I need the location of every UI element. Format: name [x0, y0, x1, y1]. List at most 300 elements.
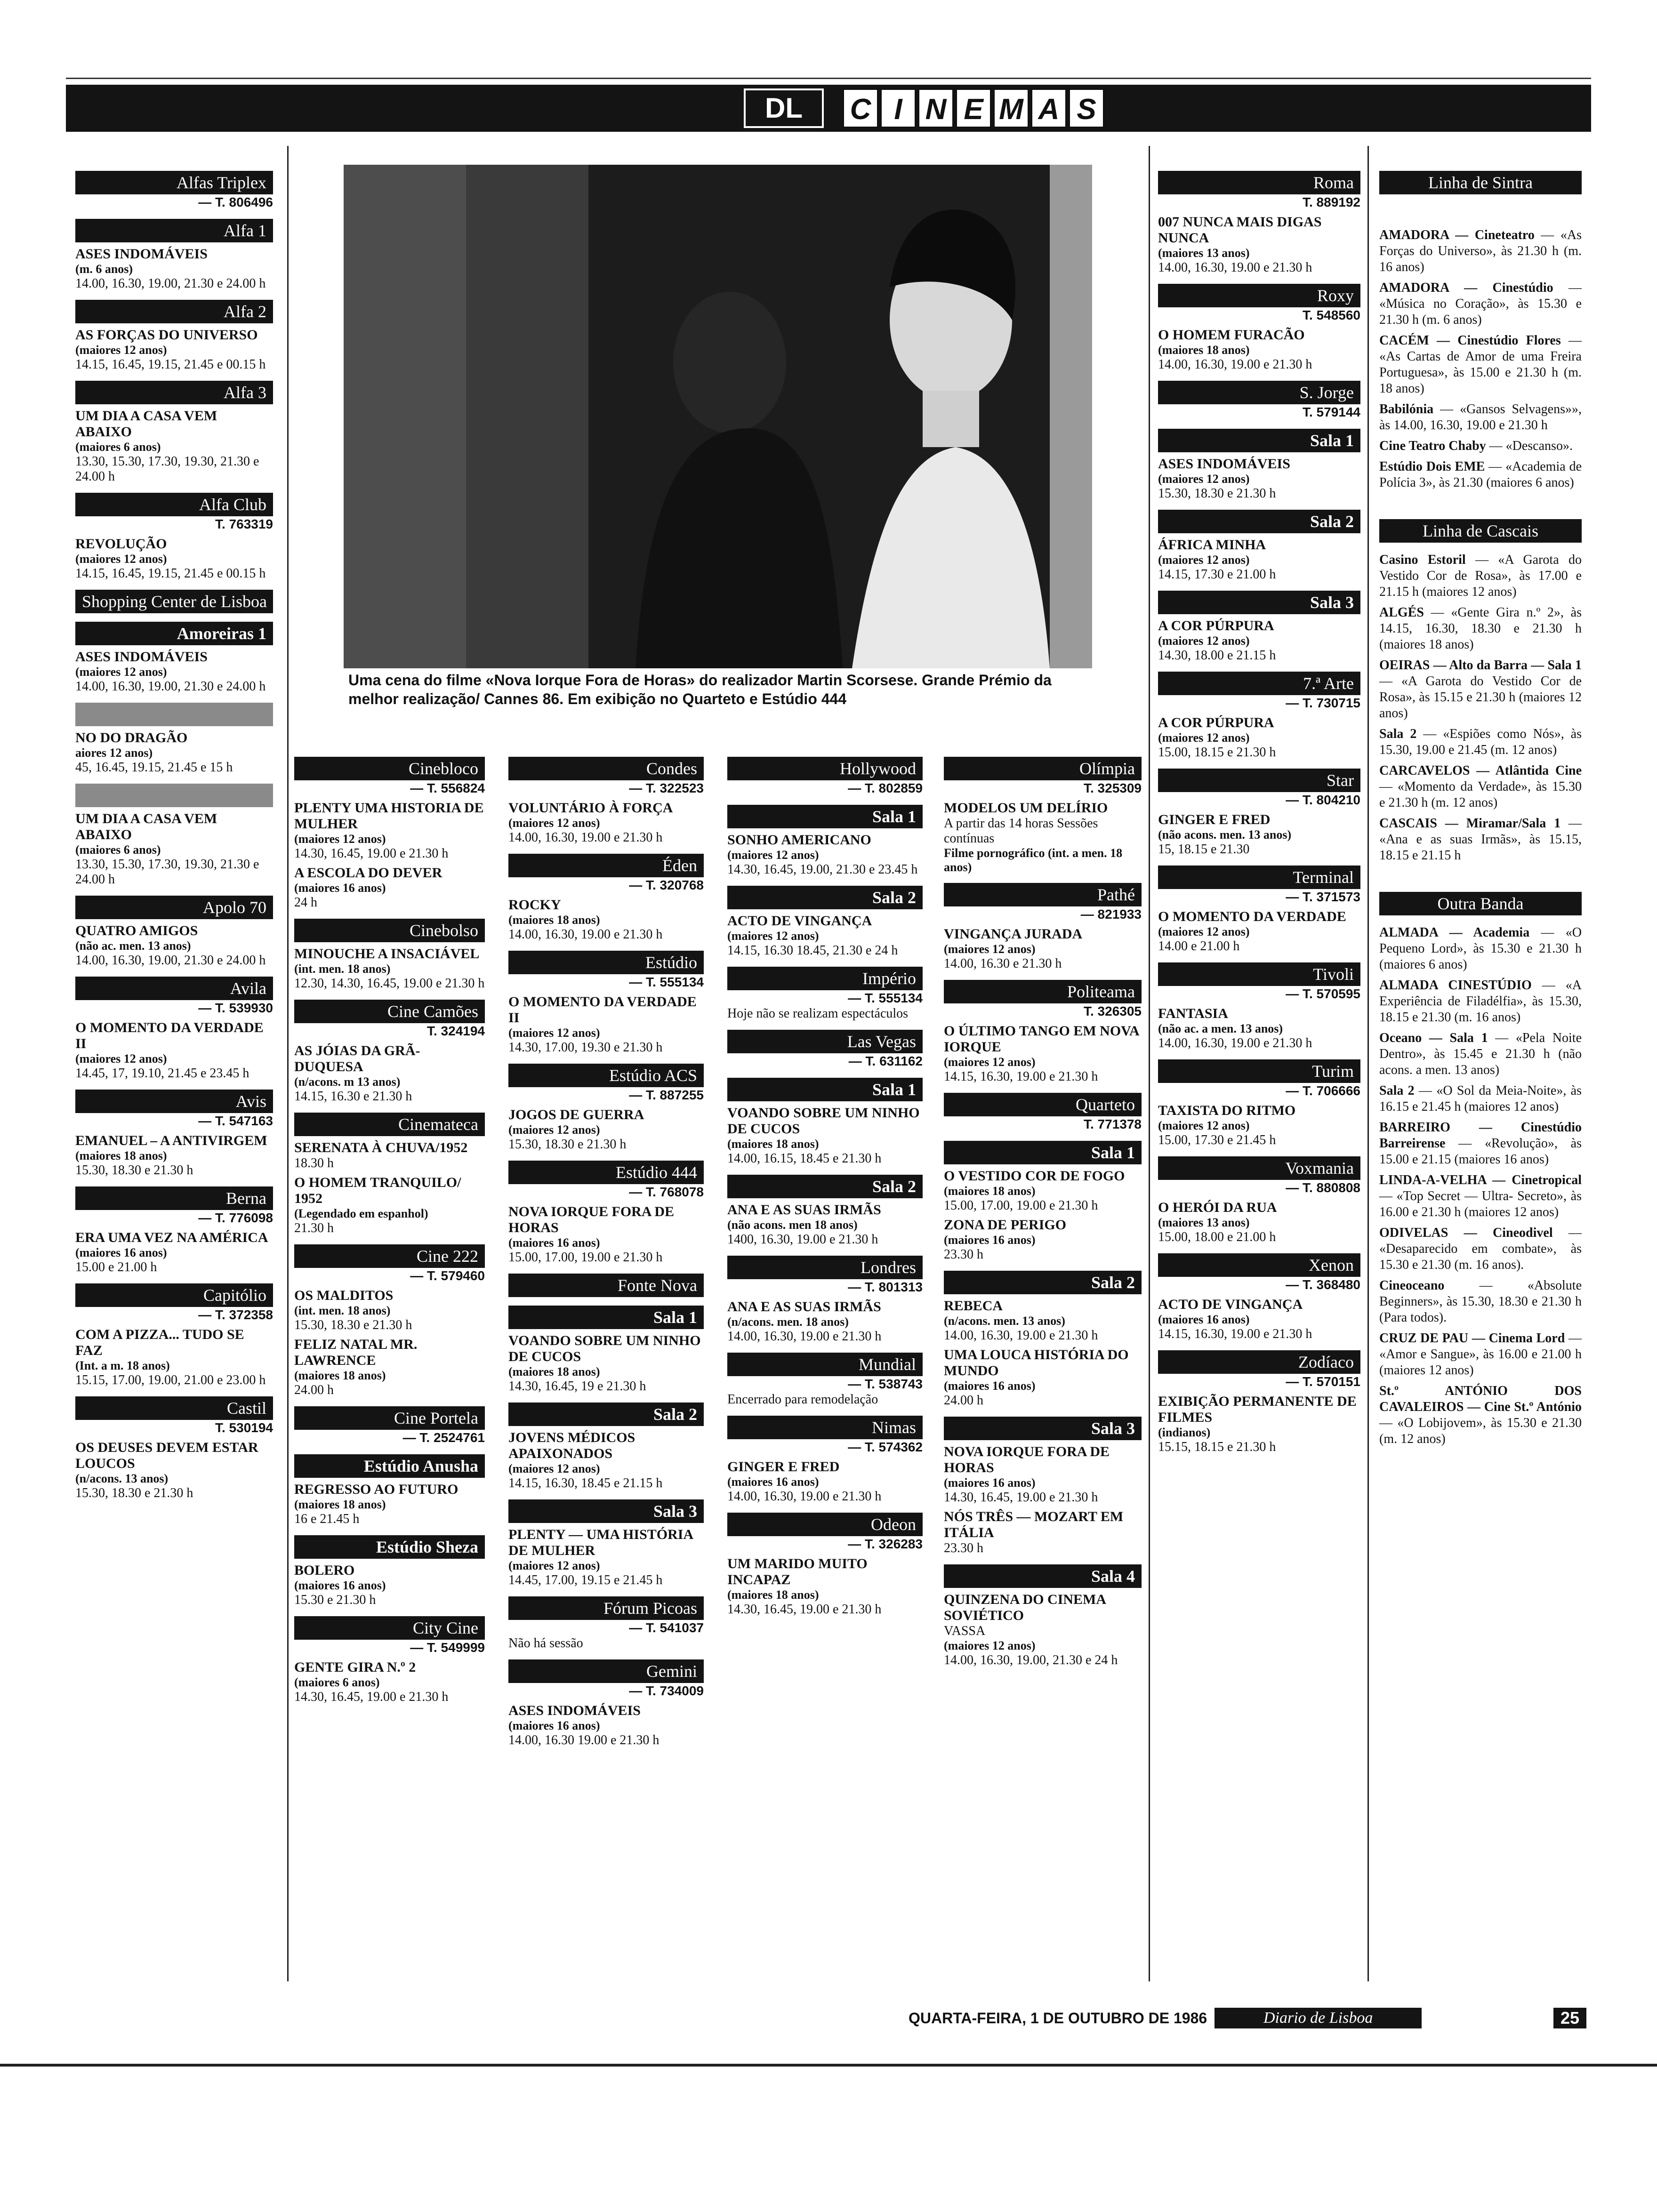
age-rating: (Int. a m. 18 anos) [75, 1359, 170, 1372]
showtimes: 13.30, 15.30, 17.30, 19.30, 21.30 e 24.00 h [75, 857, 259, 887]
title-letter: C [843, 88, 878, 128]
cinema-header: Tivoli [1158, 962, 1360, 986]
age-rating: (maiores 18 anos) [727, 1137, 819, 1151]
showtimes: 14.00, 16.30, 19.00 e 21.30 h [508, 927, 663, 942]
age-rating: (maiores 18 anos) [75, 1149, 167, 1162]
listing-entry [294, 1113, 485, 1171]
venue-programme: — «A Garota do Vestido Cor de Rosa», às 15.15 e 21.30 h (maiores 12 anos) [1379, 674, 1582, 721]
showtimes: 15.30, 18.30 e 21.30 h [75, 1486, 193, 1500]
showtimes: 14.00, 16.30, 19.00 e 21.30 h [727, 1489, 882, 1504]
showtimes: 14.30, 16.45, 19.00 e 21.30 h [727, 1602, 882, 1617]
cinema-header: Odeon [727, 1513, 923, 1536]
bottom-rule [0, 2064, 1657, 2067]
venue-name: BARREIRO — Cinestúdio Barreirense [1379, 1120, 1582, 1151]
cinema-header: Sala 1 [944, 1141, 1142, 1164]
venue-programme: — «Espiões como Nós», às 15.30, 19.00 e 21.45 (m. 12 anos) [1379, 727, 1582, 757]
showtimes: 23.30 h [944, 1247, 983, 1262]
venue-name: CRUZ DE PAU — Cinema Lord [1379, 1331, 1565, 1346]
cinema-header: Cine 222 [294, 1244, 485, 1268]
regional-listing [1379, 763, 1582, 811]
age-rating: (maiores 18 anos) [294, 1498, 386, 1511]
showtimes: 1400, 16.30, 19.00 e 21.30 h [727, 1232, 878, 1247]
age-rating: (maiores 12 anos) [944, 1639, 1036, 1652]
showtimes: 14.00, 16.30, 19.00 e 21.30 h [508, 830, 663, 845]
listing-entry [727, 1256, 923, 1344]
showtimes: 23.30 h [944, 1541, 983, 1555]
cinema-header: Gemini [508, 1659, 704, 1683]
listing-entry [294, 1406, 485, 1446]
cinema-phone: — T. 579460 [410, 1268, 485, 1283]
film-title: FELIZ NATAL MR. LAWRENCE [294, 1337, 418, 1368]
title-letter: E [956, 88, 991, 128]
listing-entry [1158, 1253, 1360, 1342]
venue-name: ALMADA CINESTÚDIO [1379, 978, 1532, 993]
regional-listing [1379, 401, 1582, 433]
listing-note: Encerrado para remodelação [727, 1392, 878, 1407]
venue-programme: — «A Experiência de Filadélfia», às 15.30, 18.15 e 21.30 (m. 16 anos) [1379, 978, 1582, 1025]
showtimes: 14.15, 16.30 e 21.30 h [294, 1089, 412, 1104]
film-title: ASES INDOMÁVEIS [508, 1703, 641, 1718]
listing-entry [75, 1396, 273, 1501]
listing-entry [727, 886, 923, 958]
listing-entry [1158, 381, 1360, 420]
film-title: ASES INDOMÁVEIS [75, 649, 208, 665]
listing-entry [1158, 591, 1360, 663]
showtimes: 24.00 h [294, 1383, 334, 1397]
cinema-header: Voxmania [1158, 1156, 1360, 1180]
film-title: PLENTY — UMA HISTÓRIA DE MULHER [508, 1527, 693, 1558]
showtimes: 14.15, 16.45, 19.15, 21.45 e 00.15 h [75, 566, 266, 581]
listing-entry [944, 757, 1142, 874]
listing-entry [294, 865, 485, 910]
cinema-phone: — T. 549999 [410, 1640, 485, 1655]
film-title: COM A PIZZA... TUDO SE FAZ [75, 1327, 244, 1358]
title-letter: I [880, 88, 916, 128]
film-title: UM MARIDO MUITO INCAPAZ [727, 1556, 868, 1587]
cinema-header: Cinemateca [294, 1113, 485, 1136]
cinema-header: Olímpia [944, 757, 1142, 780]
showtimes: 15.00, 18.00 e 21.00 h [1158, 1230, 1276, 1244]
regional-listing [1379, 1030, 1582, 1078]
regional-listings [1379, 162, 1582, 1452]
cinema-phone: — T. 547163 [198, 1114, 273, 1128]
regional-listing [1379, 552, 1582, 600]
cinema-phone: — T. 539930 [198, 1001, 273, 1015]
venue-name: Sala 2 [1379, 1083, 1415, 1098]
cinema-header [75, 784, 273, 807]
cinema-phone: T. 326305 [1084, 1004, 1142, 1018]
listing-entry [75, 622, 273, 694]
listing-entry [294, 1175, 485, 1236]
cinema-header: Alfas Triplex [75, 171, 273, 194]
venue-programme: — «Descanso». [1486, 439, 1573, 453]
cinema-phone: — T. 322523 [629, 781, 704, 795]
age-rating: (não acons. men. 13 anos) [1158, 828, 1292, 842]
regional-listing [1379, 1172, 1582, 1220]
age-rating: (maiores 6 anos) [75, 843, 161, 857]
film-title: MINOUCHE A INSACIÁVEL [294, 946, 480, 962]
title-letter: S [1069, 88, 1104, 128]
age-rating: (n/acons. men. 13 anos) [944, 1314, 1065, 1328]
listing-entry [1158, 866, 1360, 954]
showtimes: 16 e 21.45 h [294, 1512, 360, 1526]
film-title: OS DEUSES DEVEM ESTAR LOUCOS [75, 1440, 258, 1471]
cinema-header: Berna [75, 1186, 273, 1210]
listing-entry [944, 1509, 1142, 1556]
film-title: BOLERO [294, 1563, 355, 1578]
venue-programme: — «O Sol da Meia-Noite», às 16.15 e 21.45 h (maiores 12 anos) [1379, 1083, 1582, 1114]
cinema-phone: — T. 806496 [198, 195, 273, 209]
showtimes: 14.15, 16.45, 19.15, 21.45 e 00.15 h [75, 357, 266, 372]
showtimes: 14.30, 16.45, 19.00 e 21.30 h [294, 846, 449, 861]
listing-entry [294, 1535, 485, 1608]
cinema-header: Roma [1158, 171, 1360, 194]
regional-listing [1379, 459, 1582, 491]
age-rating: (maiores 12 anos) [1158, 553, 1250, 567]
film-title: GENTE GIRA N.º 2 [294, 1659, 416, 1675]
cinema-header: Estúdio [508, 951, 704, 974]
listing-entry [75, 977, 273, 1081]
listing-entry [508, 1306, 704, 1394]
venue-programme: — «Top Secret — Ultra- Secreto», às 16.00 e 21.30 h (maiores 12 anos) [1379, 1189, 1582, 1219]
showtimes: 14.30, 16.45, 19.00 e 21.30 h [944, 1490, 1098, 1505]
listing-entry [727, 1175, 923, 1247]
cinema-header: Estúdio 444 [508, 1161, 704, 1184]
showtimes: 14.15, 17.30 e 21.00 h [1158, 567, 1276, 582]
showtimes: 14.00, 16.30, 19.00 e 21.30 h [1158, 1036, 1312, 1050]
listing-entry [294, 1616, 485, 1705]
film-title: JOVENS MÉDICOS APAIXONADOS [508, 1430, 635, 1461]
listing-note: Hoje não se realizam espectáculos [727, 1006, 909, 1021]
listing-entry [75, 896, 273, 968]
cinema-phone: — T. 371573 [1286, 890, 1360, 904]
showtimes: 15.30, 18.30 e 21.30 h [294, 1318, 412, 1332]
venue-programme: — «Momento da Verdade», às 15.30 e 21.30 h (m. 12 anos) [1379, 779, 1582, 810]
age-rating: (maiores 12 anos) [1158, 472, 1250, 486]
listing-note: VASSA [944, 1624, 986, 1638]
film-title: O MOMENTO DA VERDADE II [508, 994, 697, 1026]
cinema-phone: T. 579144 [1303, 405, 1360, 419]
age-rating: (maiores 12 anos) [944, 1055, 1036, 1069]
cinema-header: Sala 1 [508, 1306, 704, 1329]
film-title: NO DO DRAGÃO [75, 730, 188, 745]
showtimes: 14.30, 17.00, 19.30 e 21.30 h [508, 1040, 663, 1055]
cinema-phone: — T. 555134 [848, 991, 923, 1005]
cinema-phone: T. 324194 [427, 1024, 485, 1038]
cinema-phone: — T. 804210 [1286, 793, 1360, 807]
showtimes: 24 h [294, 895, 317, 910]
cinema-phone: — T. 574362 [848, 1440, 923, 1454]
age-rating: (maiores 16 anos) [944, 1379, 1036, 1393]
listing-entry [944, 883, 1142, 971]
venue-name: AMADORA — Cineteatro [1379, 228, 1535, 242]
film-title: A ESCOLA DO DEVER [294, 865, 442, 881]
cinema-header: Sala 3 [508, 1499, 704, 1523]
cinema-header: Apolo 70 [75, 896, 273, 919]
showtimes: 15.30, 18.30 e 21.30 h [508, 1137, 627, 1152]
region-header-sintra: Linha de Sintra [1379, 171, 1582, 194]
listing-entry [944, 980, 1142, 1084]
title-letter: M [993, 88, 1029, 128]
film-still-photo [344, 165, 1092, 668]
cinema-phone: — T. 768078 [629, 1185, 704, 1199]
listing-entry [1158, 1059, 1360, 1148]
listing-entry [75, 1186, 273, 1275]
listing-entry [75, 703, 273, 775]
showtimes: 15.00, 17.00, 19.00 e 21.30 h [944, 1198, 1098, 1213]
listing-entry [294, 757, 485, 861]
listing-entry [508, 1499, 704, 1588]
cinema-phone: T. 325309 [1084, 781, 1142, 795]
venue-programme: — «O Lobijovem», às 15.30 e 21.30 (m. 12 anos) [1379, 1416, 1582, 1446]
film-title: O HOMEM TRANQUILO/ 1952 [294, 1175, 461, 1206]
listing-entry [1158, 962, 1360, 1051]
cinema-phone: — T. 538743 [848, 1377, 923, 1391]
showtimes: 14.00, 16.30 19.00 e 21.30 h [508, 1733, 660, 1747]
listing-entry [727, 1030, 923, 1069]
listings-column-4 [727, 748, 923, 1619]
listing-entry [727, 757, 923, 796]
film-title: A COR PÚRPURA [1158, 618, 1274, 633]
venue-name: St.º ANTÓNIO DOS CAVALEIROS — Cine St.º António [1379, 1384, 1582, 1414]
photo-caption: Uma cena do filme «Nova Iorque Fora de Horas» do realizador Martin Scorsese. Grande Prémio da melhor realização/ Cannes 86. Em exibição no Quarteto e Estúdio 444 [348, 672, 1052, 707]
regional-listing [1379, 280, 1582, 328]
age-rating: (int. men. 18 anos) [294, 962, 391, 976]
age-rating: (maiores 16 anos) [727, 1475, 819, 1489]
film-title: REBECA [944, 1298, 1003, 1314]
cinema-header: 7.ª Arte [1158, 672, 1360, 695]
cinema-phone: T. 889192 [1303, 195, 1360, 209]
cinema-phone: T. 548560 [1303, 308, 1360, 322]
showtimes: 15.30 e 21.30 h [294, 1593, 376, 1607]
venue-name: OEIRAS — Alto da Barra — Sala 1 [1379, 658, 1582, 673]
showtimes: 14.15, 16.30 18.45, 21.30 e 24 h [727, 943, 898, 958]
listings-column-6 [1158, 162, 1360, 1457]
showtimes: 14.15, 16.30, 18.45 e 21.15 h [508, 1476, 663, 1491]
film-title: QUINZENA DO CINEMA SOVIÉTICO [944, 1592, 1106, 1623]
cinema-phone: — T. 368480 [1286, 1277, 1360, 1292]
venue-name: ODIVELAS — Cineodivel [1379, 1226, 1553, 1240]
listing-note: Não há sessão [508, 1636, 583, 1651]
film-title: ACTO DE VINGANÇA [1158, 1297, 1303, 1312]
age-rating: (Legendado em espanhol) [294, 1207, 428, 1220]
listing-entry [508, 1274, 704, 1297]
venue-programme: — «As Cartas de Amor de uma Freira Portuguesa», às 15.00 e 21.30 h (m. 18 anos) [1379, 333, 1582, 396]
film-title: O ÚLTIMO TANGO EM NOVA IORQUE [944, 1023, 1139, 1055]
showtimes: 14.30, 16.45, 19 e 21.30 h [508, 1379, 646, 1394]
region-header-outra-banda: Outra Banda [1379, 892, 1582, 915]
listing-entry [1158, 672, 1360, 760]
showtimes: 14.00, 16.30, 19.00, 21.30 e 24.00 h [75, 679, 266, 694]
listing-entry [1158, 171, 1360, 275]
cinema-header [75, 703, 273, 726]
showtimes: 12.30, 14.30, 16.45, 19.00 e 21.30 h [294, 976, 485, 991]
age-rating: (maiores 12 anos) [508, 816, 600, 830]
age-rating: (n/acons. 13 anos) [75, 1472, 169, 1485]
cinema-header: Cine Camões [294, 1000, 485, 1023]
film-title: AS FORÇAS DO UNIVERSO [75, 327, 258, 343]
film-title: ZONA DE PERIGO [944, 1217, 1067, 1233]
film-title: FANTASIA [1158, 1006, 1228, 1021]
listing-entry [508, 1596, 704, 1651]
listing-entry [294, 919, 485, 991]
film-title: UMA LOUCA HISTÓRIA DO MUNDO [944, 1347, 1129, 1378]
film-title: UM DIA A CASA VEM ABAIXO [75, 811, 217, 842]
cinema-phone: — T. 326283 [848, 1537, 923, 1551]
venue-programme: — «Academia de Polícia 3», às 21.30 (maiores 6 anos) [1379, 459, 1582, 490]
region-header-cascais: Linha de Cascais [1379, 519, 1582, 543]
cinema-header: Estúdio ACS [508, 1064, 704, 1087]
listing-entry [508, 1403, 704, 1491]
regional-listing [1379, 925, 1582, 973]
listing-entry [75, 300, 273, 372]
showtimes: 14.00, 16.15, 18.45 e 21.30 h [727, 1151, 882, 1166]
showtimes: 24.00 h [944, 1393, 983, 1408]
showtimes: 14.00, 16.30, 19.00, 21.30 e 24.00 h [75, 953, 266, 968]
listing-entry [75, 493, 273, 581]
regional-listing [1379, 438, 1582, 454]
cinema-phone: — T. 730715 [1286, 696, 1360, 710]
sintra-listings [1379, 227, 1582, 491]
listing-entry [508, 1659, 704, 1748]
cinema-phone: — T. 802859 [848, 781, 923, 795]
age-rating: (maiores 16 anos) [944, 1233, 1036, 1247]
outra-banda-listings [1379, 925, 1582, 1447]
film-title: A COR PÚRPURA [1158, 715, 1274, 730]
listing-entry [727, 1513, 923, 1617]
listing-entry [727, 805, 923, 877]
cinema-header: Sala 3 [1158, 591, 1360, 614]
venue-programme: — «As Forças do Universo», às 21.30 h (m. 16 anos) [1379, 228, 1582, 274]
section-banner [66, 85, 1591, 132]
cinema-header: Éden [508, 854, 704, 877]
film-title: VOLUNTÁRIO À FORÇA [508, 800, 673, 816]
film-title: VOANDO SOBRE UM NINHO DE CUCOS [727, 1105, 920, 1137]
cinema-header: Sala 1 [1158, 429, 1360, 452]
cinema-header: Cinebloco [294, 757, 485, 780]
film-title: ROCKY [508, 897, 561, 913]
showtimes: 14.00, 16.30, 19.00 e 21.30 h [727, 1329, 882, 1344]
showtimes: 15.00, 17.30 e 21.45 h [1158, 1133, 1276, 1147]
film-title: O HOMEM FURACÃO [1158, 327, 1305, 343]
listing-entry [944, 1217, 1142, 1262]
page-number: 25 [1553, 2008, 1586, 2028]
venue-programme: — «O Pequeno Lord», às 15.30 e 21.30 h (maiores 6 anos) [1379, 925, 1582, 972]
title-letter: A [1031, 88, 1067, 128]
film-title: O VESTIDO COR DE FOGO [944, 1168, 1125, 1184]
venue-name: CACÉM — Cinestúdio Flores [1379, 333, 1561, 348]
cinema-phone: — T. 555134 [629, 975, 704, 989]
listings-column-5 [944, 748, 1142, 1670]
age-rating: (maiores 16 anos) [294, 881, 386, 895]
listings-column-3 [508, 748, 704, 1750]
regional-listing [1379, 1120, 1582, 1168]
film-title: SERENATA À CHUVA/1952 [294, 1140, 468, 1155]
cinema-phone: — T. 734009 [629, 1683, 704, 1698]
cinema-header: Capitólio [75, 1283, 273, 1307]
title-letter: N [918, 88, 954, 128]
column-rule [1149, 146, 1150, 1981]
film-title: GINGER E FRED [727, 1459, 840, 1475]
age-rating: (maiores 18 anos) [944, 1184, 1036, 1198]
film-title: NÓS TRÊS — MOZART EM ITÁLIA [944, 1509, 1124, 1540]
listing-entry [944, 1347, 1142, 1408]
listing-entry [944, 1093, 1142, 1132]
cinema-header: Zodíaco [1158, 1350, 1360, 1374]
listing-entry [75, 590, 273, 613]
film-title: AS JÓIAS DA GRÃ-DUQUESA [294, 1043, 420, 1074]
cinema-phone: — T. 801313 [848, 1280, 923, 1294]
cinema-phone: — T. 2524761 [402, 1430, 485, 1445]
page-footer [909, 2008, 1586, 2028]
column-rule [1367, 146, 1369, 1981]
showtimes: 14.15, 16.30, 19.00 e 21.30 h [944, 1069, 1098, 1084]
cinema-header: Estúdio Anusha [294, 1454, 485, 1478]
cinema-phone: — T. 706666 [1286, 1083, 1360, 1098]
film-still-image [344, 165, 1092, 668]
cinema-header: Alfa 2 [75, 300, 273, 323]
cinema-phone: — T. 887255 [629, 1088, 704, 1102]
cinema-header: Sala 2 [727, 886, 923, 909]
cinema-header: Las Vegas [727, 1030, 923, 1053]
listing-entry [75, 1283, 273, 1388]
venue-name: Oceano — Sala 1 [1379, 1031, 1488, 1045]
cinema-header: Avis [75, 1090, 273, 1113]
listing-entry [944, 1417, 1142, 1505]
showtimes: 14.45, 17.00, 19.15 e 21.45 h [508, 1573, 663, 1587]
listing-entry [1158, 1156, 1360, 1245]
venue-programme: — «Amor e Sangue», às 16.00 e 21.00 h (maiores 12 anos) [1379, 1331, 1582, 1378]
age-rating: (maiores 18 anos) [1158, 343, 1250, 357]
cinema-header: Império [727, 967, 923, 990]
listing-entry [1158, 1350, 1360, 1455]
age-rating: (maiores 18 anos) [727, 1588, 819, 1602]
cinema-header: Condes [508, 757, 704, 780]
age-rating: (maiores 6 anos) [75, 440, 161, 454]
cinema-header: Sala 1 [727, 1078, 923, 1101]
issue-date: QUARTA-FEIRA, 1 DE OUTUBRO DE 1986 [909, 2009, 1207, 2027]
cinema-phone: — T. 570595 [1286, 986, 1360, 1001]
listing-entry [294, 1000, 485, 1104]
film-title: EMANUEL – A ANTIVIRGEM [75, 1133, 267, 1148]
listing-entry [75, 381, 273, 484]
cinema-phone: — T. 631162 [848, 1054, 923, 1068]
regional-listing [1379, 1083, 1582, 1115]
film-title: OS MALDITOS [294, 1288, 394, 1303]
cinema-header: Sala 2 [944, 1271, 1142, 1294]
film-title: O MOMENTO DA VERDADE II [75, 1020, 264, 1051]
showtimes: 14.45, 17, 19.10, 21.45 e 23.45 h [75, 1066, 249, 1081]
listing-entry [727, 967, 923, 1021]
cinema-phone: — T. 776098 [198, 1210, 273, 1225]
cinema-header: Sala 1 [727, 805, 923, 828]
cinema-phone: — T. 541037 [629, 1620, 704, 1635]
age-rating: (maiores 18 anos) [294, 1369, 386, 1382]
age-rating: Filme pornográfico (int. a men. 18 anos) [944, 846, 1123, 874]
cinema-header: Hollywood [727, 757, 923, 780]
listing-entry [75, 219, 273, 291]
showtimes: 14.00, 16.30, 19.00, 21.30 e 24.00 h [75, 276, 266, 291]
age-rating: (maiores 12 anos) [1158, 1119, 1250, 1132]
showtimes: 14.30, 16.45, 19.00, 21.30 e 23.45 h [727, 862, 918, 877]
listing-entry [944, 1141, 1142, 1213]
venue-name: LINDA-A-VELHA — Cinetropical [1379, 1173, 1582, 1187]
listing-entry [294, 1454, 485, 1527]
age-rating: (maiores 12 anos) [294, 832, 386, 846]
regional-listing [1379, 227, 1582, 275]
venue-name: CARCAVELOS — Atlântida Cine [1379, 763, 1582, 778]
listing-entry [1158, 429, 1360, 501]
